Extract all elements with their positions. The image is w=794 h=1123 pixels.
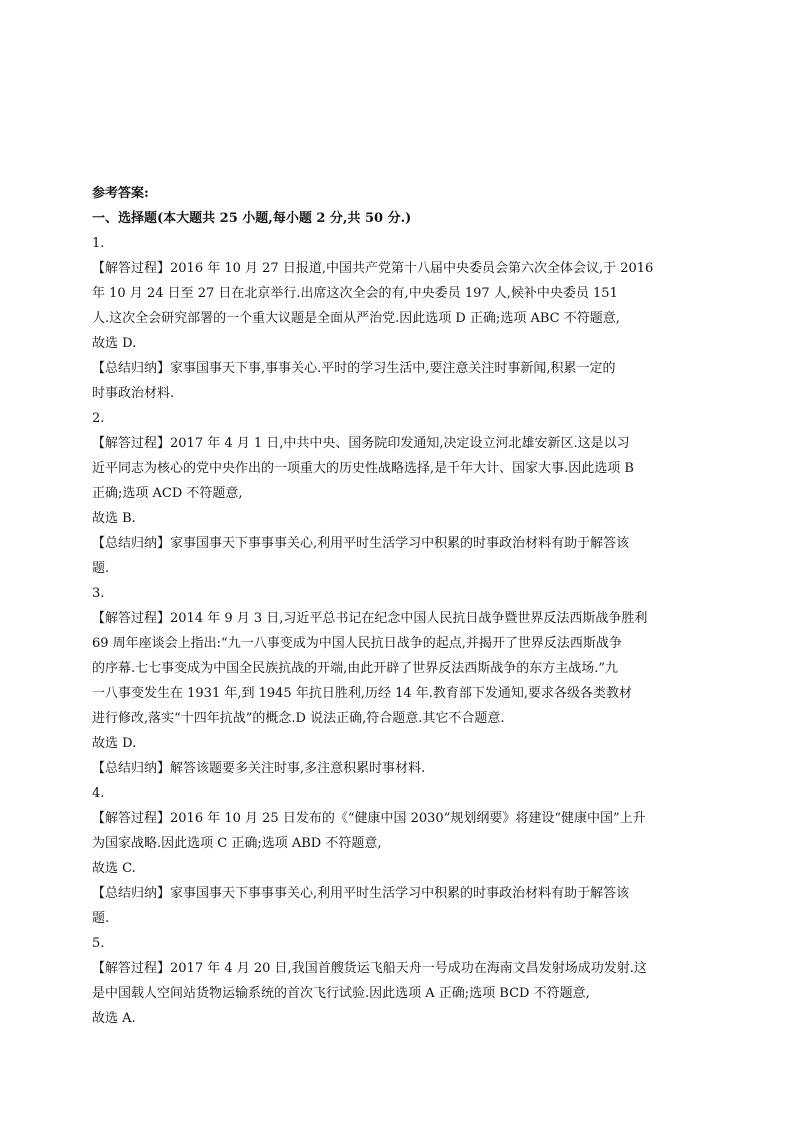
answers-heading: 参考答案: xyxy=(92,186,149,201)
answer-line: 一八事变发生在 1931 年,到 1945 年抗日胜利,历经 14 年.教育部下发通知,要求各级各类教材 xyxy=(92,686,633,701)
section-title: 一、选择题(本大题共 25 小题,每小题 2 分,共 50 分.) xyxy=(92,211,412,226)
answer-line: 故选 B. xyxy=(92,511,136,526)
answer-line: 人.这次全会研究部署的一个重大议题是全面从严治党.因此选项 D 正确;选项 ABC 不符题意, xyxy=(92,311,620,326)
answer-line: 进行修改,落实“十四年抗战”的概念.D 说法正确,符合题意.其它不合题意. xyxy=(92,711,505,726)
answer-lines xyxy=(92,231,704,1031)
answer-line: 【解答过程】2017 年 4 月 20 日,我国首艘货运飞船天舟一号成功在海南文昌发射场成功发射.这 xyxy=(92,961,647,976)
answer-line: 题. xyxy=(92,911,110,926)
answer-line: 【解答过程】2016 年 10 月 27 日报道,中国共产党第十八届中央委员会第六次全体会议,于 2016 xyxy=(92,261,654,276)
answer-line: 【总结归纳】家事国事天下事,事事关心.平时的学习生活中,要注意关注时事新闻,积累一定的 xyxy=(92,361,616,376)
answer-line: 4. xyxy=(92,786,105,801)
answer-line: 故选 D. xyxy=(92,336,137,351)
answer-line: 5. xyxy=(92,936,105,951)
answer-line: 故选 D. xyxy=(92,736,137,751)
answer-line: 2. xyxy=(92,411,105,426)
answer-line: 的序幕.七七事变成为中国全民族抗战的开端,由此开辟了世界反法西斯战争的东方主战场.”九 xyxy=(92,661,619,676)
answer-line: 【解答过程】2016 年 10 月 25 日发布的《“健康中国 2030”规划纲要》将建设“健康中国”上升 xyxy=(92,811,646,826)
answer-line: 【解答过程】2014 年 9 月 3 日,习近平总书记在纪念中国人民抗日战争暨世界反法西斯战争胜利 xyxy=(92,611,648,626)
answer-line: 【总结归纳】家事国事天下事事事关心,利用平时生活学习中积累的时事政治材料有助于解答该 xyxy=(92,886,630,901)
answer-line: 是中国载人空间站货物运输系统的首次飞行试验.因此选项 A 正确;选项 BCD 不符题意, xyxy=(92,986,590,1001)
answer-line: 时事政治材料. xyxy=(92,386,175,401)
answer-line: 故选 A. xyxy=(92,1011,136,1026)
answer-line: 3. xyxy=(92,586,105,601)
answer-line: 为国家战略.因此选项 C 正确;选项 ABD 不符题意, xyxy=(92,836,382,851)
answer-line: 年 10 月 24 日至 27 日在北京举行.出席这次全会的有,中央委员 197 人,候补中央委员 151 xyxy=(92,286,618,301)
answer-line: 题. xyxy=(92,561,110,576)
answer-line: 69 周年座谈会上指出:“九一八事变成为中国人民抗日战争的起点,并揭开了世界反法西斯战争 xyxy=(92,636,622,651)
answer-line: 【解答过程】2017 年 4 月 1 日,中共中央、国务院印发通知,决定设立河北雄安新区.这是以习 xyxy=(92,436,630,451)
answer-line: 【总结归纳】解答该题要多关注时事,多注意积累时事材料. xyxy=(92,761,426,776)
answer-line: 正确;选项 ACD 不符题意, xyxy=(92,486,243,501)
answer-document xyxy=(92,181,704,1031)
answer-line: 故选 C. xyxy=(92,861,136,876)
answer-line: 1. xyxy=(92,236,105,251)
answer-line: 近平同志为核心的党中央作出的一项重大的历史性战略选择,是千年大计、国家大事.因此选项 B xyxy=(92,461,634,476)
answer-line: 【总结归纳】家事国事天下事事事关心,利用平时生活学习中积累的时事政治材料有助于解答该 xyxy=(92,536,630,551)
